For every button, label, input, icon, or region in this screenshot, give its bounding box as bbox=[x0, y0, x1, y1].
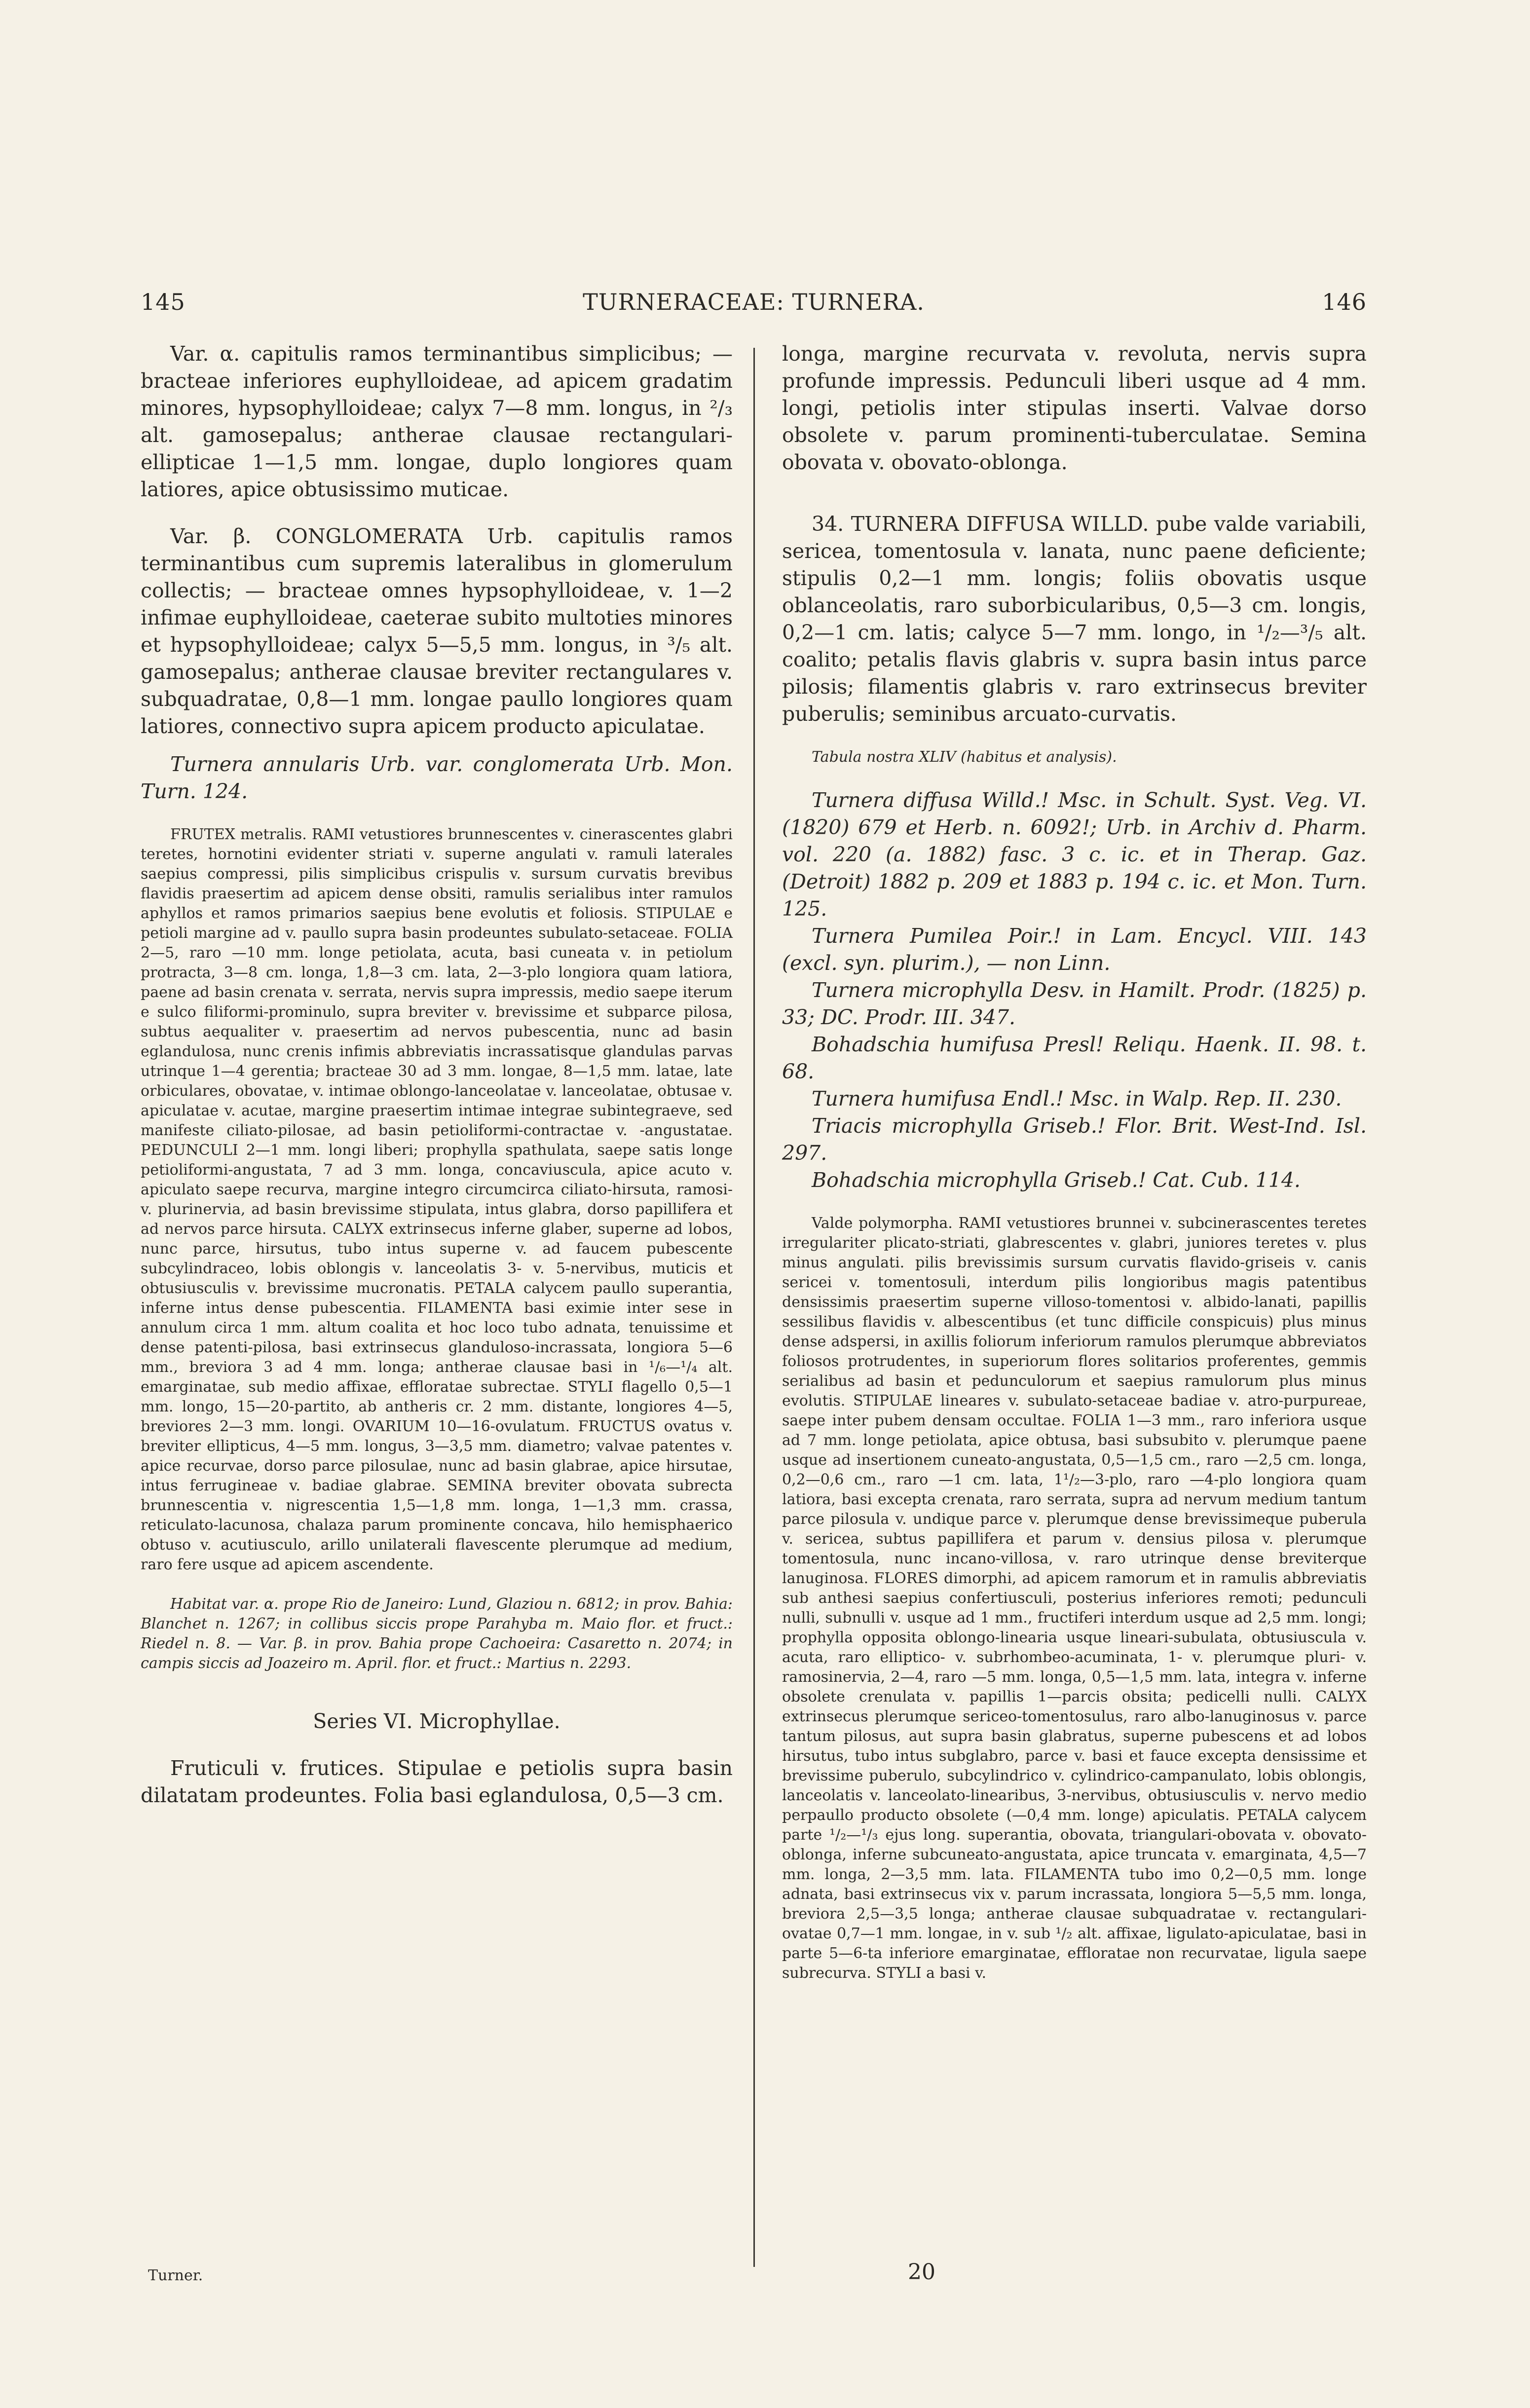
synonym-6: Triacis microphylla Griseb.! Flor. Brit. West-Ind. Isl. 297. bbox=[782, 1114, 1367, 1165]
synonym-4: Bohadschia humifusa Presl! Reliqu. Haenk. II. 98. t. 68. bbox=[782, 1033, 1367, 1083]
synonym-5: Turnera humifusa Endl.! Msc. in Walp. Rep. II. 230. bbox=[812, 1087, 1342, 1111]
variety-alpha: Var. α. capitulis ramos terminantibus simplicibus; — bracteae inferiores euphylloideae, ad apicem gradatim minores, hypsophylloideae; calyx 7—8 mm. longus, in ²/₃ alt. gamosepalus; antherae clausae rectangulari-ellipticae 1—1,5 mm. longae, duplo longiores quam latiores, apice obtusissimo muticae. bbox=[141, 342, 733, 501]
right-column bbox=[782, 340, 1367, 1983]
variety-beta: Var. β. CONGLOMERATA Urb. capitulis ramos terminantibus cum supremis lateralibus in glomerulum collectis; — bracteae omnes hypsophylloideae, v. 1—2 infimae euphylloideae, caeterae subito multoties minores et hypsophylloideae; calyx 5—5,5 mm. longus, in ³/₅ alt. gamosepalus; antherae clausae breviter rectangulares v. subquadratae, 0,8—1 mm. longae paullo longiores quam latiores, connectivo supra apicem producto apiculatae. bbox=[141, 524, 733, 738]
series-continuation: longa, margine recurvata v. revoluta, nervis supra profunde impressis. Pedunculi liberi usque ad 4 mm. longi, petiolis inter stipulas inserti. Valvae dorso obsolete v. parum prominenti-tuberculatae. Semina obovata v. obovato-oblonga. bbox=[782, 342, 1367, 474]
signature-mark: 20 bbox=[908, 2260, 935, 2285]
series-description: Fruticuli v. frutices. Stipulae e petiolis supra basin dilatatam prodeuntes. Folia basi eglandulosa, 0,5—3 cm. bbox=[141, 1756, 733, 1807]
series-heading: Series VI. Microphyllae. bbox=[313, 1709, 560, 1733]
habitat-note: Habitat var. α. prope Rio de Janeiro: Lund, Glaziou n. 6812; in prov. Bahia: Blanchet n. 1267; in collibus siccis prope Parahyba m. Maio flor. et fruct.: Riedel n. 8. — Var. β. in prov. Bahia prope Cachoeira: Casaretto n. 2074; in campis siccis ad Joazeiro m. April. flor. et fruct.: Martius n. 2293. bbox=[141, 1595, 733, 1672]
running-title: TURNERACEAE: TURNERA. bbox=[583, 289, 925, 315]
page-number-right: 146 bbox=[1322, 289, 1367, 315]
plate-reference: Tabula nostra XLIV (habitus et analysis). bbox=[812, 748, 1117, 766]
synonym-7: Bohadschia microphylla Griseb.! Cat. Cub. 114. bbox=[812, 1168, 1301, 1192]
synonym-3: Turnera microphylla Desv. in Hamilt. Prodr. (1825) p. 33; DC. Prodr. III. 347. bbox=[782, 978, 1367, 1029]
page-number-left: 145 bbox=[141, 289, 186, 315]
column-divider bbox=[753, 348, 755, 2267]
species-heading: 34. TURNERA DIFFUSA WILLD. pube valde variabili, sericea, tomentosula v. lanata, nunc paene deficiente; stipulis 0,2—1 mm. longis; foliis obovatis usque oblanceolatis, raro suborbicularibus, 0,5—3 cm. longis, 0,2—1 cm. latis; calyce 5—7 mm. longo, in ¹/₂—³/₅ alt. coalito; petalis flavis glabris v. supra basin intus parce pilosis; filamentis glabris v. raro extrinsecus breviter puberulis; seminibus arcuato-curvatis. bbox=[782, 512, 1367, 726]
species-description: FRUTEX metralis. RAMI vetustiores brunnescentes v. cinerascentes glabri teretes, hornotini evidenter striati v. superne angulati v. ramuli laterales saepius compressi, pilis simplicibus crispulis v. sursum curvatis brevibus flavidis praesertim ad apicem dense obsiti, ramulis serialibus inter ramulos aphyllos et ramos primarios saepius bene evolutis et foliosis. STIPULAE e petioli margine ad v. paullo supra basin prodeuntes subulato-setaceae. FOLIA 2—5, raro —10 mm. longe petiolata, acuta, basi cuneata v. in petiolum protracta, 3—8 cm. longa, 1,8—3 cm. lata, 2—3-plo longiora quam latiora, paene ad basin crenata v. serrata, nervis supra impressis, medio saepe iterum e sulco filiformi-prominulo, supra breviter v. brevissime et subparce pilosa, subtus aequaliter v. praesertim ad nervos pubescentia, nunc ad basin eglandulosa, nunc crenis infimis abbreviatis incrassatisque glandulas parvas utrinque 1—4 gerentia; bracteae 30 ad 3 mm. longae, 8—1,5 mm. latae, late orbiculares, obovatae, v. intimae oblongo-lanceolatae v. lanceolatae, obtusae v. apiculatae v. acutae, margine praesertim intimae integrae subintegraeve, sed manifeste ciliato-pilosae, ad basin petioliformi-contractae v. -angustatae. PEDUNCULI 2—1 mm. longi liberi; prophylla spathulata, saepe satis longe petioliformi-angustata, 7 ad 3 mm. longa, concaviuscula, apice acuto v. apiculato saepe recurva, margine integro circumcirca ciliato-hirsuta, ramosi- v. plurinervia, ad basin brevissime stipulata, intus glabra, dorso papillifera et ad nervos parce hirsuta. CALYX extrinsecus inferne glaber, superne ad lobos, nunc parce, hirsutus, tubo intus superne v. ad faucem pubescente subcylindraceo, lobis oblongis v. lanceolatis 3- v. 5-nervibus, muticis et obtusiusculis v. brevissime mucronatis. PETALA calycem paullo superantia, inferne intus dense pubescentia. FILAMENTA basi eximie inter sese in annulum circa 1 mm. altum coalita et hoc loco tubo adnata, tenuissime et dense patenti-pilosa, basi extrinsecus glanduloso-incrassata, longiora 5—6 mm., breviora 3 ad 4 mm. longa; antherae clausae basi in ¹/₆—¹/₄ alt. emarginatae, sub medio affixae, effloratae subrectae. STYLI flagello 0,5—1 mm. longo, 15—20-partito, ab antheris cr. 2 mm. distante, longiores 4—5, breviores 2—3 mm. longi. OVARIUM 10—16-ovulatum. FRUCTUS ovatus v. breviter ellipticus, 4—5 mm. longus, 3—3,5 mm. diametro; valvae patentes v. apice recurvae, dorso parce pilosulae, nunc ad basin glabrae, apice hirsutae, intus ferrugineae v. badiae glabrae. SEMINA breviter obovata subrecta brunnescentia v. nigrescentia 1,5—1,8 mm. longa, 1—1,3 mm. crassa, reticulato-lacunosa, chalaza parum prominente concava, hilo hemisphaerico obtuso v. acutiusculo, arillo unilaterali flavescente plerumque ad medium, raro fere usque ad apicem ascendente. bbox=[141, 826, 733, 1573]
left-column bbox=[141, 340, 733, 1809]
synonym-2: Turnera Pumilea Poir.! in Lam. Encycl. VIII. 143 (excl. syn. plurim.), — non Linn. bbox=[782, 924, 1367, 975]
footer-author: Turner. bbox=[148, 2267, 203, 2284]
variety-beta-citation: Turnera annularis Urb. var. conglomerata Urb. Mon. Turn. 124. bbox=[141, 752, 733, 803]
page-header bbox=[141, 289, 1367, 318]
species-description-diffusa: Valde polymorpha. RAMI vetustiores brunnei v. subcinerascentes teretes irregulariter plicato-striati, glabrescentes v. glabri, juniores teretes v. plus minus angulati. pilis brevissimis sursum curvatis flavido-griseis v. canis sericei v. tomentosuli, interdum pilis longioribus magis patentibus densissimis praesertim superne villoso-tomentosi v. albido-lanati, papillis sessilibus flavidis v. albescentibus (et tunc difficile conspicuis) plus minus dense adspersi, in axillis foliorum inferiorum ramulos plerumque abbreviatos foliosos protrudentes, in superiorum flores solitarios proferentes, gemmis serialibus ad basin et pedunculorum et saepius ramulorum plus minus evolutis. STIPULAE lineares v. subulato-setaceae badiae v. atro-purpureae, saepe inter pubem densam occultae. FOLIA 1—3 mm., raro inferiora usque ad 7 mm. longe petiolata, apice obtusa, basi subsubito v. plerumque paene usque ad insertionem cuneato-angustata, 0,5—1,5 cm., raro —2,5 cm. longa, 0,2—0,6 cm., raro —1 cm. lata, 1¹/₂—3-plo, raro —4-plo longiora quam latiora, basi excepta crenata, raro serrata, supra ad nervum medium tantum parce pilosula v. undique parce v. plerumque dense brevissimeque puberula v. sericea, subtus papillifera et parum v. densius pilosa v. plerumque tomentosula, nunc incano-villosa, v. raro utrinque dense breviterque lanuginosa. FLORES dimorphi, ad apicem ramorum et in ramulis abbreviatis sub anthesi saepius confertiusculi, posterius inferiores remoti; pedunculi nulli, subnulli v. usque ad 1 mm., fructiferi interdum usque ad 2,5 mm. longi; prophylla opposita oblongo-linearia usque lineari-subulata, obtusiuscula v. acuta, raro elliptico- v. subrhombeo-acuminata, 1- v. plerumque pluri- v. ramosinervia, 2—4, raro —5 mm. longa, 0,5—1,5 mm. lata, integra v. inferne obsolete crenulata v. papillis 1—parcis obsita; pedicelli nulli. CALYX extrinsecus plerumque sericeo-tomentosulus, raro albo-lanuginosus v. parce tantum pilosus, aut supra basin glabratus, superne pubescens et ad lobos hirsutus, tubo intus subglabro, parce v. basi et fauce excepta densissime et brevissime puberulo, subcylindrico v. cylindrico-campanulato, lobis oblongis, lanceolatis v. lanceolato-linearibus, 3-nervibus, obtusiusculis v. nervo medio perpaullo producto obsolete (—0,4 mm. longe) apiculatis. PETALA calycem parte ¹/₂—¹/₃ ejus long. superantia, obovata, triangulari-obovata v. obovato-oblonga, inferne subcuneato-angustata, apice truncata v. emarginata, 4,5—7 mm. longa, 2—3,5 mm. lata. FILAMENTA tubo imo 0,2—0,5 mm. longe adnata, basi extrinsecus vix v. parum incrassata, longiora 5—5,5 mm. longa, breviora 2,5—3,5 longa; antherae clausae subquadratae v. rectangulari-ovatae 0,7—1 mm. longae, in v. sub ¹/₂ alt. affixae, ligulato-apiculatae, basi in parte 5—6-ta inferiore emarginatae, effloratae non recurvatae, ligula saepe subrecurva. STYLI a basi v. bbox=[782, 1215, 1367, 1982]
synonym-1: Turnera diffusa Willd.! Msc. in Schult. Syst. Veg. VI. (1820) 679 et Herb. n. 6092!; Urb. in Archiv d. Pharm. vol. 220 (a. 1882) fasc. 3 c. ic. et in Therap. Gaz. (Detroit) 1882 p. 209 et 1883 p. 194 c. ic. et Mon. Turn. 125. bbox=[782, 788, 1367, 921]
